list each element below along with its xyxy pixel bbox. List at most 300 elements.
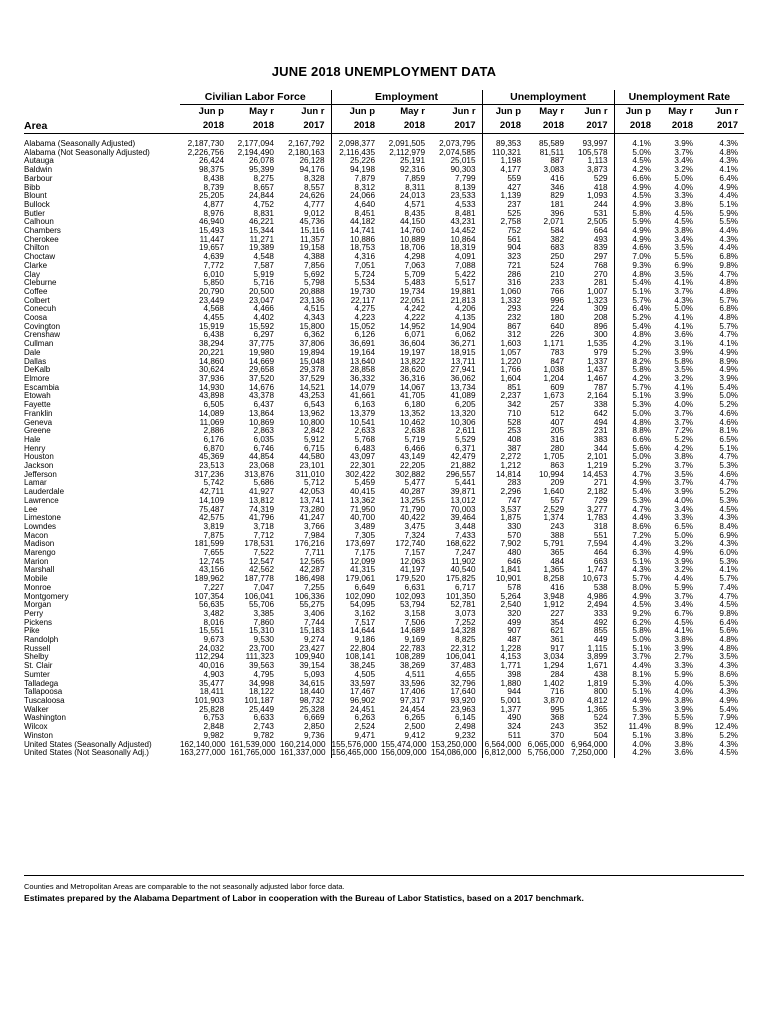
data-cell: 4,316 [331,253,381,262]
data-cell: 979 [593,348,608,357]
data-cell: 5.5% [719,218,739,227]
data-cell: 2,863 [253,427,274,436]
data-cell: 663 [593,557,608,566]
data-cell: 4.8% [719,314,739,323]
data-cell: 4.5% [674,618,694,627]
data-cell: 4.4% [614,662,657,671]
data-cell: 186,498 [294,575,325,584]
data-cell: 3.9% [674,488,694,497]
data-cell: 55,275 [299,601,325,610]
data-cell: 4,812 [587,697,608,705]
data-cell: 15,800 [299,322,325,331]
data-cell: 4.9% [614,184,657,193]
data-cell: 7,227 [203,583,224,592]
data-cell: 4,571 [404,200,426,209]
data-cell: 23,513 [198,462,224,471]
data-cell: 4.4% [614,514,657,523]
data-cell: 2,101 [587,453,608,462]
data-cell: 14,089 [198,409,224,418]
area-name: Coffee [24,287,48,296]
data-cell: 7,799 [455,174,476,183]
area-name: Chambers [24,227,61,236]
data-cell: 7,860 [253,618,274,627]
data-cell: 5.3% [719,557,739,566]
data-cell: 2,226,756 [187,148,224,157]
data-cell: 19,389 [248,244,274,253]
data-cell: 3.7% [674,479,694,488]
table-row [24,697,744,706]
data-cell: 162,140,000 [180,740,226,749]
table-row [24,688,744,697]
data-cell: 6,483 [331,445,381,454]
data-cell: 3.5% [674,244,694,253]
data-cell: 6.6% [614,175,657,184]
data-cell: 4.6% [719,470,739,479]
data-cell: 1,603 [482,340,527,349]
data-cell: 160,214,000 [280,740,326,749]
data-cell: 5,001 [482,697,527,706]
data-cell: 787 [593,383,608,392]
data-cell: 6,265 [404,714,426,723]
data-cell: 2,498 [455,723,476,732]
table-row [24,462,744,471]
data-cell: 4,275 [331,305,381,314]
data-cell: 34,615 [299,679,325,688]
data-cell: 22,117 [331,297,381,306]
data-cell: 4,515 [304,305,325,314]
data-cell: 37,529 [299,374,325,383]
data-cell: 8,435 [404,209,426,218]
data-cell: 3,537 [482,506,527,515]
data-cell: 153,250,000 [431,740,477,749]
data-cell: 14,952 [399,322,426,331]
data-cell: 5.0% [614,453,657,462]
data-cell: 19,881 [450,287,476,296]
data-cell: 5,517 [455,279,476,288]
data-cell: 243 [550,522,565,531]
area-name: Fayette [24,401,51,410]
data-cell: 4.9% [614,201,657,210]
data-cell: 71,790 [399,505,426,514]
data-cell: 352 [593,723,608,732]
area-name: Washington [24,714,66,723]
data-cell: 3.7% [674,418,694,427]
data-cell: 4,343 [304,314,325,323]
data-cell: 557 [550,496,565,505]
data-cell: 1,337 [587,357,608,366]
data-cell: 92,316 [399,166,426,175]
data-cell: 14,521 [299,383,325,392]
data-cell: 5.4% [614,279,657,288]
data-cell: 8,139 [455,183,476,192]
data-cell: 504 [593,731,608,740]
data-cell: 14,741 [331,227,381,236]
area-name: Dallas [24,357,47,366]
data-cell: 2,194,490 [237,148,274,157]
data-cell: 5.2% [614,314,657,323]
data-cell: 729 [593,496,608,505]
data-cell: 309 [593,305,608,314]
data-cell: 512 [550,409,565,418]
area-name: Houston [24,453,54,462]
data-cell: 5.5% [674,714,694,723]
table-row [24,445,744,454]
period-header: Jun r [301,106,325,117]
data-cell: 4,135 [455,314,476,323]
data-cell: 5.2% [614,462,657,471]
data-cell: 5,459 [331,479,381,488]
data-cell: 2,611 [455,427,476,436]
data-cell: 4,903 [203,670,224,679]
data-cell: 163,277,000 [180,749,226,758]
data-cell: 3.8% [674,453,694,462]
data-cell: 42,575 [198,514,224,523]
data-cell: 5.2% [719,488,739,497]
data-cell: 4,222 [404,314,426,323]
data-cell: 7,587 [253,261,274,270]
data-cell: 180 [550,314,565,323]
data-cell: 5.8% [614,627,657,636]
data-cell: 4.4% [719,227,739,236]
data-cell: 2,074,585 [439,148,476,157]
data-cell: 7,902 [482,540,527,549]
data-cell: 6,669 [304,714,325,723]
data-cell: 3.8% [674,227,694,236]
area-name: Choctaw [24,253,56,262]
data-cell: 15,493 [198,227,224,236]
data-cell: 5.0% [614,636,657,645]
data-cell: 155,576,000 [331,741,381,750]
data-cell: 1,365 [587,705,608,714]
data-cell: 7,175 [331,549,381,558]
data-cell: 6,180 [404,401,426,410]
data-cell: 22,205 [399,462,426,471]
area-name: Cherokee [24,235,59,244]
data-cell: 7,712 [253,531,274,540]
data-cell: 14,904 [450,322,476,331]
data-cell: 20,888 [299,287,325,296]
data-cell: 37,936 [198,374,224,383]
data-cell: 3.8% [674,200,694,209]
data-cell: 36,062 [450,374,476,383]
area-name: Alabama (Seasonally Adjusted) [24,139,136,148]
data-cell: 5.7% [614,384,657,393]
area-name: Lauderdale [24,488,65,497]
data-cell: 14,109 [198,496,224,505]
data-cell: 3,448 [455,522,476,531]
area-name: Marshall [24,566,55,575]
data-cell: 14,079 [331,384,381,393]
table-row [24,244,744,253]
data-cell: 2,272 [482,453,527,462]
table-row [24,706,744,715]
data-cell: 233 [550,279,565,288]
data-cell: 8.1% [614,671,657,680]
table-row [24,288,744,297]
area-name: Calhoun [24,218,54,227]
table-row [24,218,744,227]
data-cell: 5,483 [404,279,426,288]
data-cell: 2,098,377 [331,134,381,149]
table-row [24,610,744,619]
data-cell: 11,902 [451,557,476,566]
data-cell: 7,856 [304,261,325,270]
data-cell: 5.2% [719,401,739,410]
table-row [24,184,744,193]
data-cell: 6,715 [304,444,325,453]
data-cell: 44,580 [299,453,325,462]
data-cell: 8.1% [719,427,739,436]
area-name: Butler [24,209,45,218]
data-cell: 108,141 [331,653,381,662]
data-cell: 5,534 [331,279,381,288]
data-cell: 74,319 [248,505,274,514]
data-cell: 30,624 [198,366,224,375]
area-name: Colbert [24,296,50,305]
data-cell: 257 [550,401,565,410]
data-cell: 94,198 [331,166,381,175]
data-cell: 209 [550,479,565,488]
data-cell: 4.5% [674,218,694,227]
data-cell: 14,689 [399,627,426,636]
table-row [24,392,744,401]
data-cell: 9,186 [331,636,381,645]
data-cell: 4,752 [253,200,274,209]
data-cell: 1,212 [482,462,527,471]
table-row [24,523,744,532]
data-cell: 388 [550,531,565,540]
data-cell: 10,901 [482,575,527,584]
data-cell: 39,871 [450,488,476,497]
data-cell: 43,231 [450,218,476,227]
area-name: Coosa [24,314,48,323]
data-cell: 4.2% [614,749,657,758]
data-cell: 7,324 [404,531,426,540]
data-cell: 101,903 [194,697,224,705]
data-cell: 23,533 [450,192,476,201]
data-cell: 1,171 [543,340,565,349]
data-cell: 2,540 [482,601,527,610]
data-cell: 6,263 [331,714,381,723]
data-cell: 5,719 [404,435,426,444]
data-cell: 578 [482,584,527,593]
data-cell: 253 [482,427,527,436]
data-cell: 4.3% [719,662,739,671]
data-cell: 524 [550,261,565,270]
table-row [24,627,744,636]
data-cell: 15,183 [299,627,325,636]
data-cell: 2,116,435 [331,149,381,158]
data-cell: 4,548 [253,253,274,262]
data-cell: 15,310 [248,627,274,636]
data-cell: 6.6% [614,436,657,445]
data-cell: 43,378 [248,392,274,401]
data-cell: 3.9% [674,705,694,714]
data-cell: 4.3% [719,139,739,148]
area-name: Talladega [24,679,59,688]
area-name: Macon [24,531,49,540]
data-cell: 6.3% [614,549,657,558]
data-cell: 5.9% [674,670,694,679]
data-cell: 38,294 [198,340,224,349]
data-cell: 1,912 [543,601,565,610]
data-cell: 4,242 [404,305,426,314]
data-cell: 6.7% [674,609,694,618]
data-cell: 85,589 [539,139,565,148]
data-cell: 5.7% [719,322,739,331]
data-cell: 3.2% [674,540,694,549]
data-cell: 346 [550,183,565,192]
data-cell: 270 [593,270,608,279]
data-cell: 13,362 [331,497,381,506]
data-cell: 37,775 [248,340,274,349]
data-cell: 12,547 [248,557,274,566]
data-cell: 19,980 [248,348,274,357]
data-cell: 7,875 [203,531,224,540]
data-cell: 4.1% [674,322,694,331]
data-cell: 42,053 [299,488,325,497]
data-cell: 3.6% [674,331,694,340]
data-cell: 4,298 [404,253,426,262]
data-cell: 2.7% [674,653,694,662]
data-cell: 280 [550,444,565,453]
data-cell: 43,253 [299,392,325,401]
data-cell: 156,465,000 [331,749,381,758]
data-cell: 1,060 [482,288,527,297]
area-name: Henry [24,444,46,453]
data-cell: 3.2% [674,566,694,575]
data-cell: 1,228 [482,645,527,654]
area-name: Lawrence [24,496,59,505]
data-cell: 4.8% [614,271,657,280]
table-row [24,157,744,166]
data-cell: 168,622 [445,540,476,549]
data-cell: 4.3% [719,235,739,244]
data-cell: 494 [593,418,608,427]
year-header: 2018 [614,119,657,134]
data-cell: 8,451 [331,210,381,219]
data-cell: 5.3% [719,462,739,471]
area-name: Geneva [24,418,53,427]
data-cell: 3.9% [674,557,694,566]
data-cell: 1,377 [482,706,527,715]
data-cell: 4.2% [614,375,657,384]
data-cell: 5.9% [614,218,657,227]
data-cell: 3.5% [674,366,694,375]
data-cell: 5.0% [674,174,694,183]
data-cell: 41,796 [248,514,274,523]
data-cell: 6.5% [719,435,739,444]
table-row [24,166,744,175]
data-cell: 156,009,000 [381,749,427,758]
data-cell: 8,976 [203,209,224,218]
data-cell: 368 [550,714,565,723]
table-row [24,349,744,358]
data-cell: 6,371 [455,444,476,453]
data-cell: 24,844 [248,192,274,201]
data-cell: 3.3% [674,662,694,671]
data-cell: 8,831 [253,209,274,218]
area-column-header: Area [24,120,48,132]
data-cell: 361 [550,636,565,645]
data-cell: 7,772 [203,261,224,270]
data-cell: 559 [482,175,527,184]
data-cell: 40,422 [399,514,426,523]
data-cell: 25,828 [198,705,224,714]
data-cell: 33,597 [331,680,381,689]
data-cell: 14,676 [248,383,274,392]
data-cell: 7,047 [253,583,274,592]
period-header: Jun r [584,106,608,117]
data-cell: 9.3% [614,262,657,271]
data-cell: 98,732 [299,697,325,705]
area-name: Pickens [24,618,53,627]
year-header: 2017 [303,120,325,131]
data-cell: 3.9% [674,644,694,653]
data-cell: 320 [482,610,527,619]
data-cell: 4,877 [203,200,224,209]
data-cell: 7,157 [404,549,426,558]
data-cell: 484 [550,557,565,566]
data-cell: 1,766 [482,366,527,375]
area-name: Dale [24,348,41,357]
data-cell: 5.3% [719,679,739,688]
data-cell: 324 [482,723,527,732]
data-cell: 5.2% [614,349,657,358]
data-cell: 1,093 [587,192,608,201]
data-cell: 904 [482,244,527,253]
data-cell: 3.4% [674,157,694,166]
data-cell: 2,073,795 [439,139,476,148]
data-cell: 1,875 [482,514,527,523]
table-row [24,749,744,758]
data-cell: 9,412 [404,731,426,740]
data-cell: 7.2% [674,427,694,436]
data-cell: 52,781 [450,601,476,610]
table-row [24,201,744,210]
data-cell: 7,594 [587,540,608,549]
table-row [24,714,744,723]
data-cell: 232 [482,314,527,323]
data-cell: 1,467 [587,374,608,383]
data-cell: 338 [593,401,608,410]
data-cell: 5.6% [719,627,739,636]
data-cell: 640 [550,322,565,331]
data-cell: 244 [593,200,608,209]
data-cell: 3.8% [674,636,694,645]
table-row [24,645,744,654]
data-cell: 95,399 [248,166,274,175]
data-cell: 106,336 [294,592,325,601]
data-cell: 3.3% [674,192,694,201]
data-cell: 683 [550,244,565,253]
period-header: May r [539,106,565,117]
data-cell: 13,255 [399,496,426,505]
data-cell: 4.2% [614,340,657,349]
data-cell: 13,962 [299,409,325,418]
data-cell: 8.9% [719,357,739,366]
table-row [24,297,744,306]
data-cell: 21,882 [450,462,476,471]
data-cell: 1,819 [587,679,608,688]
data-cell: 9,736 [304,731,325,740]
data-cell: 4,091 [455,253,476,262]
data-cell: 3.4% [674,601,694,610]
data-cell: 6,631 [404,583,426,592]
data-cell: 396 [550,209,565,218]
data-cell: 26,424 [198,157,224,166]
period-header: Jun p [614,105,657,120]
